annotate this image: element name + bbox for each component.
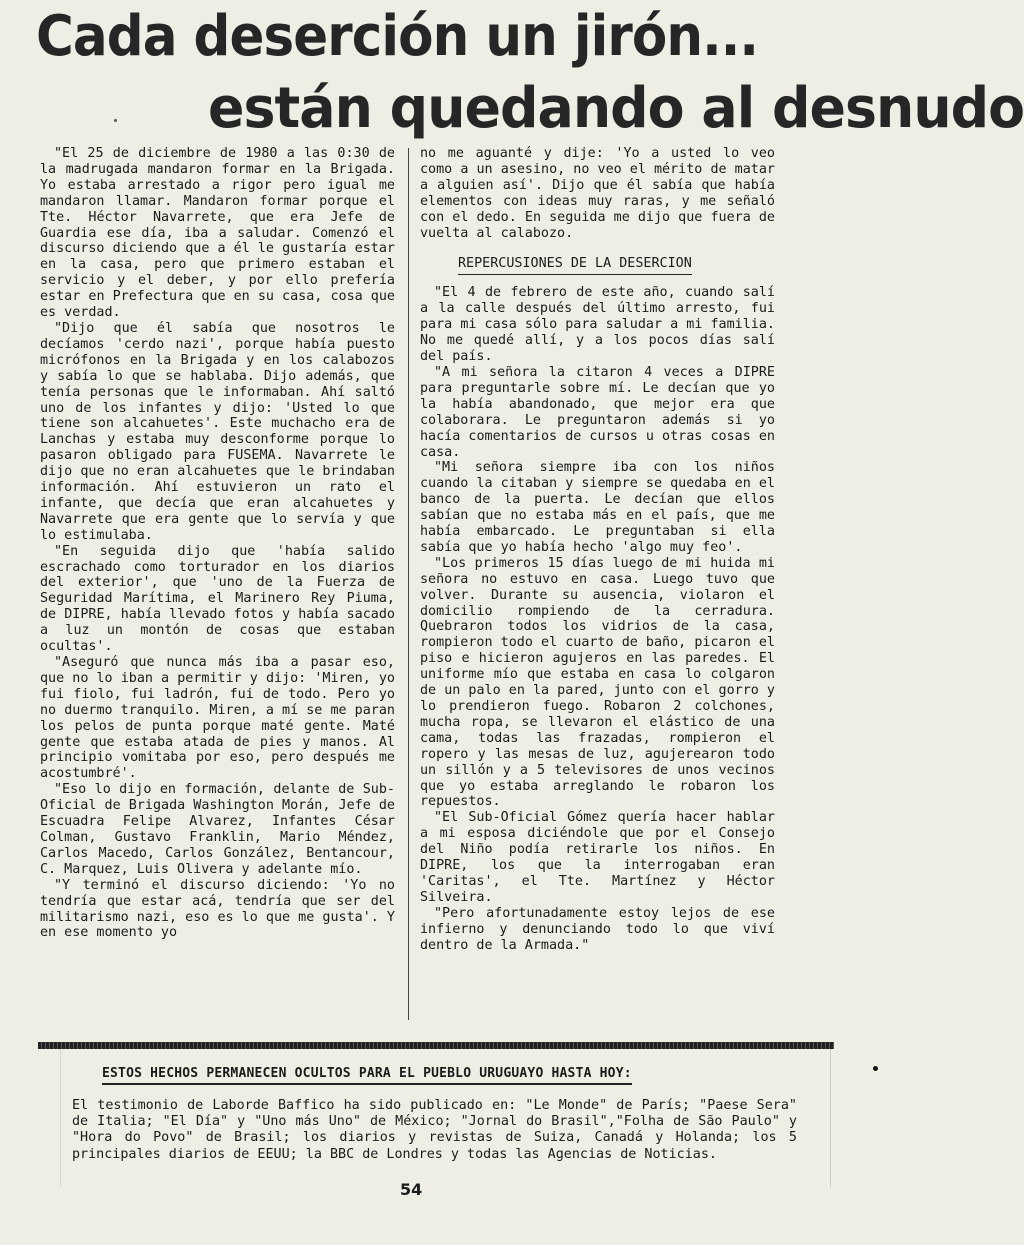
left-column	[40, 146, 395, 941]
paragraph: "Eso lo dijo en formación, delante de Sub-Oficial de Brigada Washington Morán, Jefe de Escuadra Felipe Alvarez, Infantes César Colman, Gustavo Franklin, Mario Méndez, Carlos Macedo, Carlos González, Bentancour, C. Marquez, Luis Olivera y adelante mío.	[40, 782, 395, 877]
paragraph: "Dijo que él sabía que nosotros le decíamos 'cerdo nazi', porque había puesto micrófonos en la Brigada y en los calabozos y sabía lo que se hablaba. Dijo además, que tenía personas que le informaban. Ahí saltó uno de los infantes y dijo: 'Usted lo que tiene son alcahuetes'. Este muchacho era de Lanchas y estaba muy desconforme porque lo pasaron obligado para FUSEMA. Navarrete le dijo que no eran alcahuetes que le brindaban información. Ahí estuvieron un rato el infante, que decía que eran alcahuetes y Navarrete que era gente que lo servía y que lo estimulaba.	[40, 320, 395, 543]
right-column	[420, 146, 775, 954]
section-subheading: REPERCUSIONES DE LA DESERCION	[458, 255, 692, 275]
paragraph: "Y terminó el discurso diciendo: 'Yo no tendría que estar acá, tendría que ser del militarismo nazi, eso es lo que me gusta'. Y en ese momento yo	[40, 877, 395, 941]
ink-speck	[873, 1066, 878, 1071]
decorative-band	[38, 1042, 834, 1049]
box-title: ESTOS HECHOS PERMANECEN OCULTOS PARA EL PUEBLO URUGUAYO HASTA HOY:	[102, 1066, 632, 1085]
headline-line-2: están quedando al desnudo	[208, 76, 1024, 141]
paragraph: "El Sub-Oficial Gómez quería hacer hablar a mi esposa diciéndole que por el Consejo del Niño podía retirarle los niños. En DIPRE, los que la interrogaban eran 'Caritas', el Tte. Martínez y Héctor Silveira.	[420, 810, 775, 905]
paragraph: "Mi señora siempre iba con los niños cuando la citaban y siempre se quedaba en el banco de la puerta. Le decían que ellos sabían que no estaba más en el país, que me había embarcado. Le preguntaban si ella sabía que yo había hecho 'algo muy feo'.	[420, 460, 775, 555]
paragraph: "El 25 de diciembre de 1980 a las 0:30 de la madrugada mandaron formar en la Brigada. Yo estaba arrestado a rigor pero igual me mandaron llamar. Mandaron formar porque el Tte. Héctor Navarrete, que era Jefe de Guardia ese día, iba a saludar. Comenzó el discurso diciendo que a él le gustaría estar en la casa, pero que primero estaban el servicio y el deber, y por ello prefería estar en Prefectura que en su casa, cosa que es verdad.	[40, 146, 395, 321]
paragraph: no me aguanté y dije: 'Yo a usted lo veo como a un asesino, no veo el mérito de matar a alguien así'. Dijo que él sabía que había elementos con ideas muy raras, y me señaló con el dedo. En seguida me dijo que fuera de vuelta al calabozo.	[420, 146, 775, 241]
paragraph: "En seguida dijo que 'había salido escrachado como torturador en los diarios del exterior', que 'uno de la Fuerza de Seguridad Marítima, el Marinero Rey Piuma, de DIPRE, había llevado fotos y había sacado a luz un montón de cosas que estaban ocultas'.	[40, 543, 395, 655]
box-border-left	[60, 1049, 61, 1187]
paragraph: "El 4 de febrero de este año, cuando salí a la calle después del último arresto, fui para mi casa sólo para saludar a mi familia. No me quedé allí, y a los pocos días salí del país.	[420, 285, 775, 365]
column-divider	[408, 148, 409, 1020]
paragraph: "Los primeros 15 días luego de mi huida mi señora no estuvo en casa. Luego tuvo que volver. Durante su ausencia, violaron el domicilio rompiendo de la cerradura. Quebraron todos los vidrios de la casa, rompieron todo el cuarto de baño, picaron el piso e hicieron agujeros en las paredes. El uniforme mío que estaba en casa lo colgaron de un palo en la pared, junto con el gorro y lo prendieron fuego. Robaron 2 colchones, mucha ropa, se llevaron el elástico de una cama, todas las frazadas, rompieron el ropero y las mesas de luz, agujerearon todo un sillón y a 5 televisores de unos vecinos que yo estaba arreglando le robaron los repuestos.	[420, 555, 775, 810]
paragraph: "Pero afortunadamente estoy lejos de ese infierno y denunciando todo lo que viví dentro de la Armada."	[420, 905, 775, 953]
box-border-right	[830, 1049, 831, 1187]
ink-speck	[114, 119, 117, 122]
paragraph: "Aseguró que nunca más iba a pasar eso, que no lo iban a permitir y dijo: 'Miren, yo fui fiolo, fui ladrón, fui de todo. Pero yo no duermo tranquilo. Miren, a mí se me paran los pelos de punta porque maté gente. Maté gente que estaba atada de pies y manos. Al principio vomitaba por eso, pero después me acostumbré'.	[40, 655, 395, 782]
page-number: 54	[400, 1180, 423, 1199]
headline-line-1: Cada deserción un jirón...	[36, 4, 759, 69]
box-text: El testimonio de Laborde Baffico ha sido publicado en: "Le Monde" de París; "Paese Sera" de Italia; "El Día" y "Uno más Uno" de México; "Jornal do Brasil","Folha de São Paulo" y "Hora do Povo" de Brasil; los diarios y revistas de Suiza, Canadá y Holanda; los 5 principales diarios de EEUU; la BBC de Londres y todas las Agencias de Noticias.	[72, 1098, 797, 1162]
paragraph: "A mi señora la citaron 4 veces a DIPRE para preguntarle sobre mí. Le decían que yo la había abandonado, que mejor era que colaborara. Le preguntaron además si yo hacía comentarios de cursos u otras cosas en casa.	[420, 364, 775, 460]
